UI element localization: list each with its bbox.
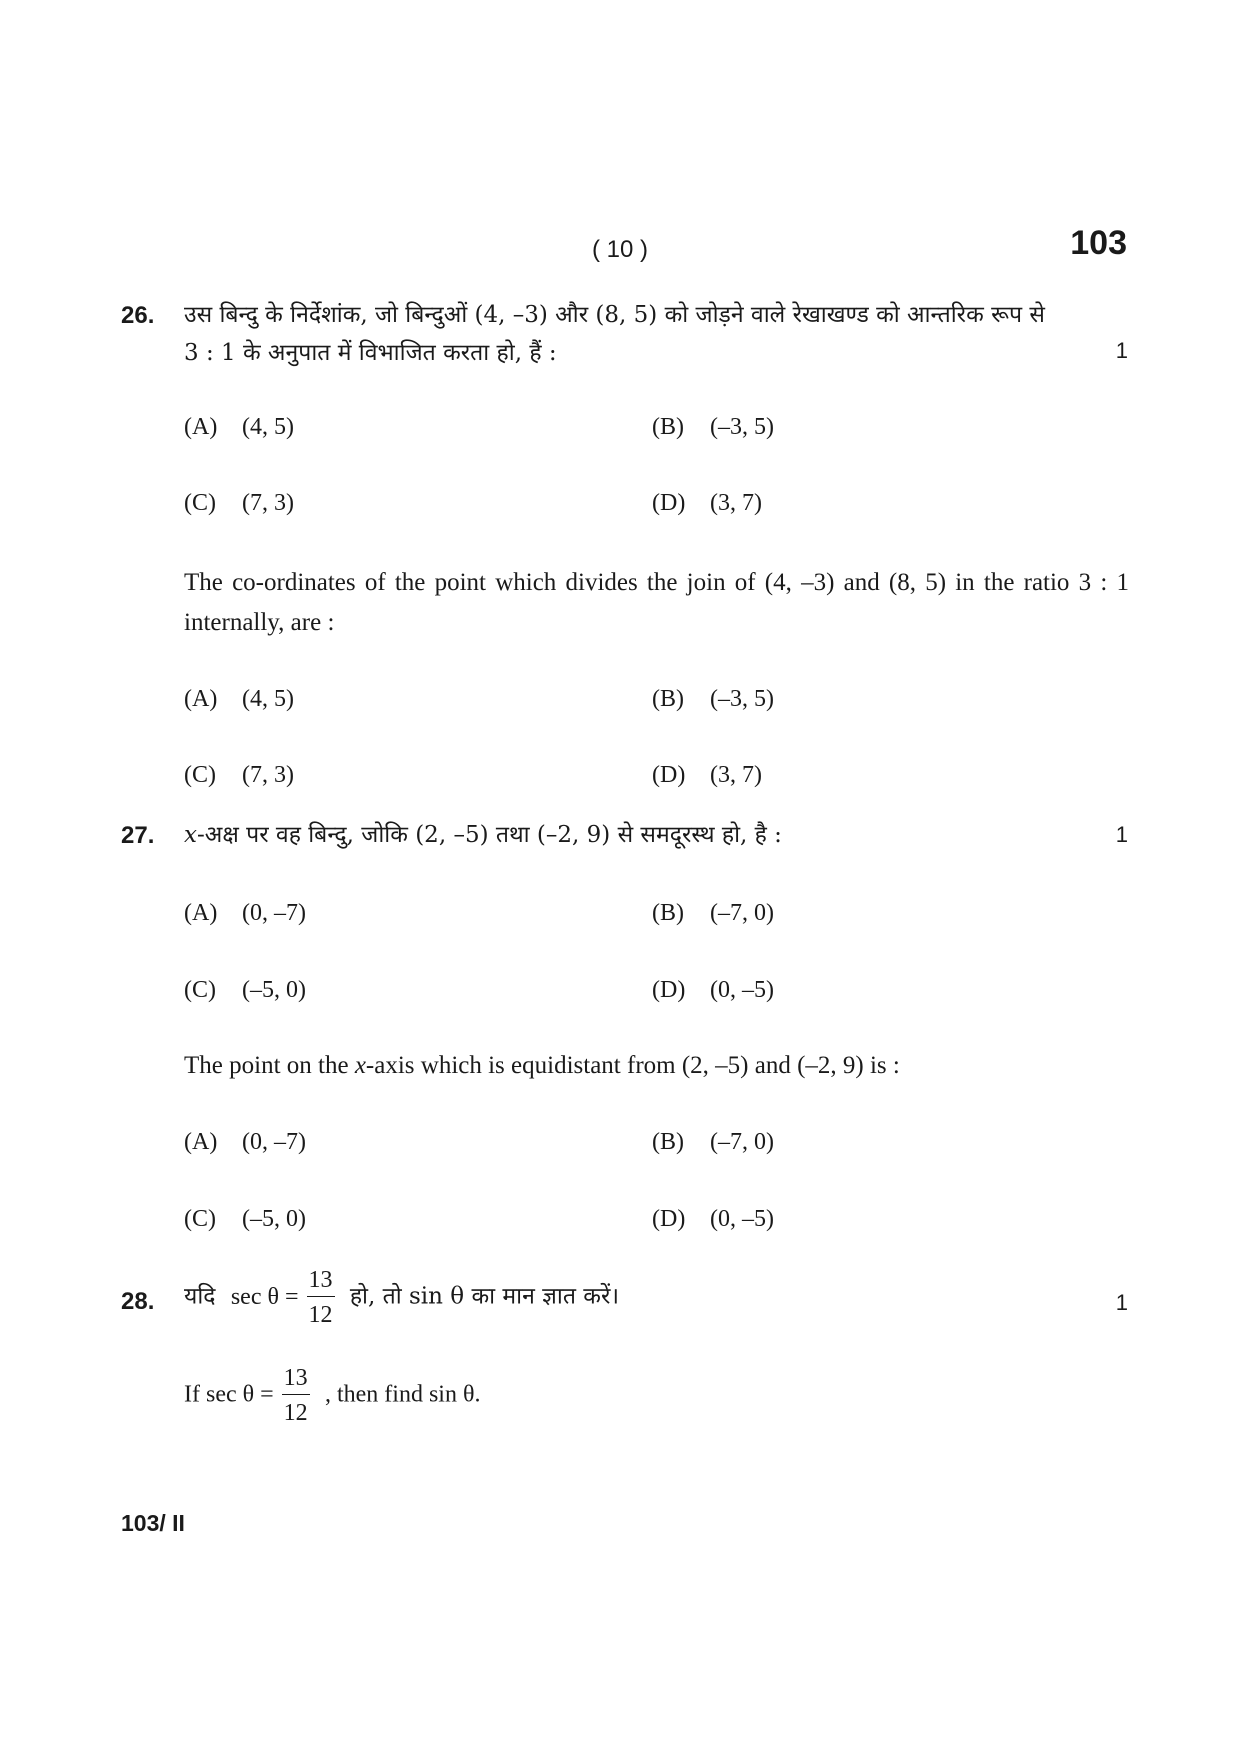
q26-en-option-a: (A) (4, 5): [184, 686, 294, 712]
question-27-english: The point on the x-axis which is equidistant from (2, –5) and (–2, 9) is :: [184, 1052, 900, 1079]
question-26-hindi: उस बिन्दु के निर्देशांक, जो बिन्दुओं (4, –3) और (8, 5) को जोड़ने वाले रेखाखण्ड को आन्तरिक रूप से 3 : 1 के अनुपात में विभाजित करता हो, हैं :: [184, 302, 1045, 366]
question-26-number: 26.: [121, 302, 155, 329]
question-28-hindi: यदि sec θ = $\frac{13}{12}$ हो, तो sin θ का मान ज्ञात करें।: [184, 1267, 620, 1328]
question-26-mark: 1: [1115, 338, 1128, 363]
q27-hi-option-d: (D) (0, –5): [652, 977, 774, 1003]
q28-en-fraction: $\frac{13}{12}$: [283, 1365, 308, 1426]
question-28-number: 28.: [121, 1288, 155, 1315]
paper-code-footer: 103/ II: [121, 1510, 185, 1536]
page-number: ( 10 ): [591, 236, 648, 263]
q27-en-option-d: (D) (0, –5): [652, 1206, 774, 1232]
question-28-mark: 1: [1115, 1290, 1128, 1315]
q26-hi-option-d: (D) (3, 7): [652, 490, 762, 516]
q28-hi-fraction: $\frac{13}{12}$: [308, 1267, 333, 1328]
q26-en-option-d: (D) (3, 7): [652, 762, 762, 788]
q26-en-option-c: (C) (7, 3): [184, 762, 294, 788]
q27-hi-option-a: (A) (0, –7): [184, 900, 306, 926]
q26-en-option-b: (B) (–3, 5): [652, 686, 774, 712]
q27-hi-option-b: (B) (–7, 0): [652, 900, 774, 926]
q26-hi-option-b: (B) (–3, 5): [652, 414, 774, 440]
q27-en-option-c: (C) (–5, 0): [184, 1206, 306, 1232]
question-27-hindi: x-अक्ष पर वह बिन्दु, जोकि (2, –5) तथा (–2, 9) से समदूरस्थ हो, है :: [184, 822, 782, 848]
question-26-english: The co-ordinates of the point which divides the join of (4, –3) and (8, 5) in the ratio 3 : 1 internally, are :: [184, 569, 1129, 636]
q26-hi-option-c: (C) (7, 3): [184, 490, 294, 516]
q27-hi-option-c: (C) (–5, 0): [184, 977, 306, 1003]
question-27-number: 27.: [121, 822, 155, 849]
question-28-english: If sec θ = $\frac{13}{12}$ , then find sin θ.: [184, 1365, 481, 1426]
q27-en-option-b: (B) (–7, 0): [652, 1129, 774, 1155]
q26-hi-option-a: (A) (4, 5): [184, 414, 294, 440]
paper-code-header: 103: [1070, 224, 1127, 262]
question-27-mark: 1: [1115, 822, 1128, 847]
q27-en-option-a: (A) (0, –7): [184, 1129, 306, 1155]
